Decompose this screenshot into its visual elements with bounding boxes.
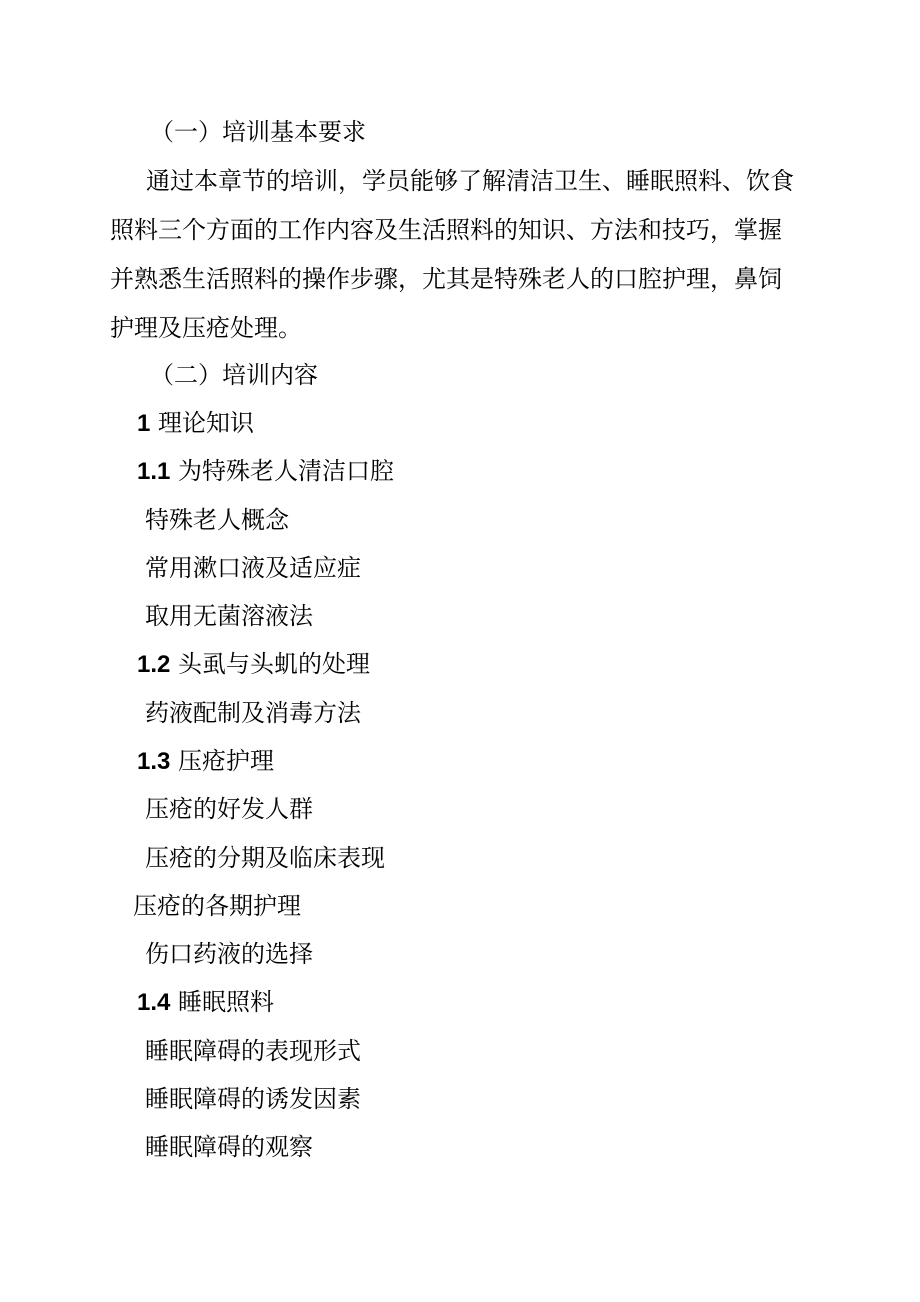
list-item: 睡眠障碍的表现形式	[145, 1037, 361, 1065]
subsection-number: 1.2	[137, 651, 171, 678]
list-item: 压疮的好发人群	[145, 795, 313, 823]
paragraph-line: 护理及压疮处理。	[110, 314, 302, 342]
theory-number: 1	[137, 410, 151, 437]
list-item: 取用无菌溶液法	[145, 602, 313, 630]
subsection-title: 睡眠照料	[178, 988, 275, 1016]
list-item: 药液配制及消毒方法	[145, 699, 361, 727]
list-item: 压疮的分期及临床表现	[145, 844, 385, 872]
subsection-heading-1-2	[137, 652, 370, 677]
subsection-heading-1-1	[137, 459, 394, 484]
paragraph-line: 通过本章节的培训，学员能够了解清洁卫生、睡眠照料、饮食	[146, 167, 794, 195]
section2-heading: （二）培训内容	[150, 361, 318, 389]
subsection-heading-1-3	[137, 749, 274, 774]
paragraph-line: 照料三个方面的工作内容及生活照料的知识、方法和技巧，掌握	[110, 216, 782, 244]
subsection-number: 1.4	[137, 989, 171, 1016]
subsection-number: 1.1	[137, 458, 171, 485]
paragraph-line: 并熟悉生活照料的操作步骤，尤其是特殊老人的口腔护理，鼻饲	[110, 265, 782, 293]
list-item: 特殊老人概念	[145, 506, 289, 534]
list-item: 压疮的各期护理	[133, 892, 301, 920]
subsection-title: 压疮护理	[178, 747, 275, 775]
list-item: 伤口药液的选择	[145, 940, 313, 968]
list-item: 常用漱口液及适应症	[145, 554, 361, 582]
list-item: 睡眠障碍的诱发因素	[145, 1085, 361, 1113]
subsection-title: 为特殊老人清洁口腔	[178, 457, 395, 485]
section1-heading: （一）培训基本要求	[150, 118, 366, 146]
subsection-heading-1-4	[137, 990, 274, 1015]
theory-title: 理论知识	[158, 409, 254, 437]
theory-heading	[137, 411, 254, 436]
subsection-number: 1.3	[137, 748, 171, 775]
subsection-title: 头虱与头虮的处理	[178, 650, 371, 678]
list-item: 睡眠障碍的观察	[145, 1133, 313, 1161]
